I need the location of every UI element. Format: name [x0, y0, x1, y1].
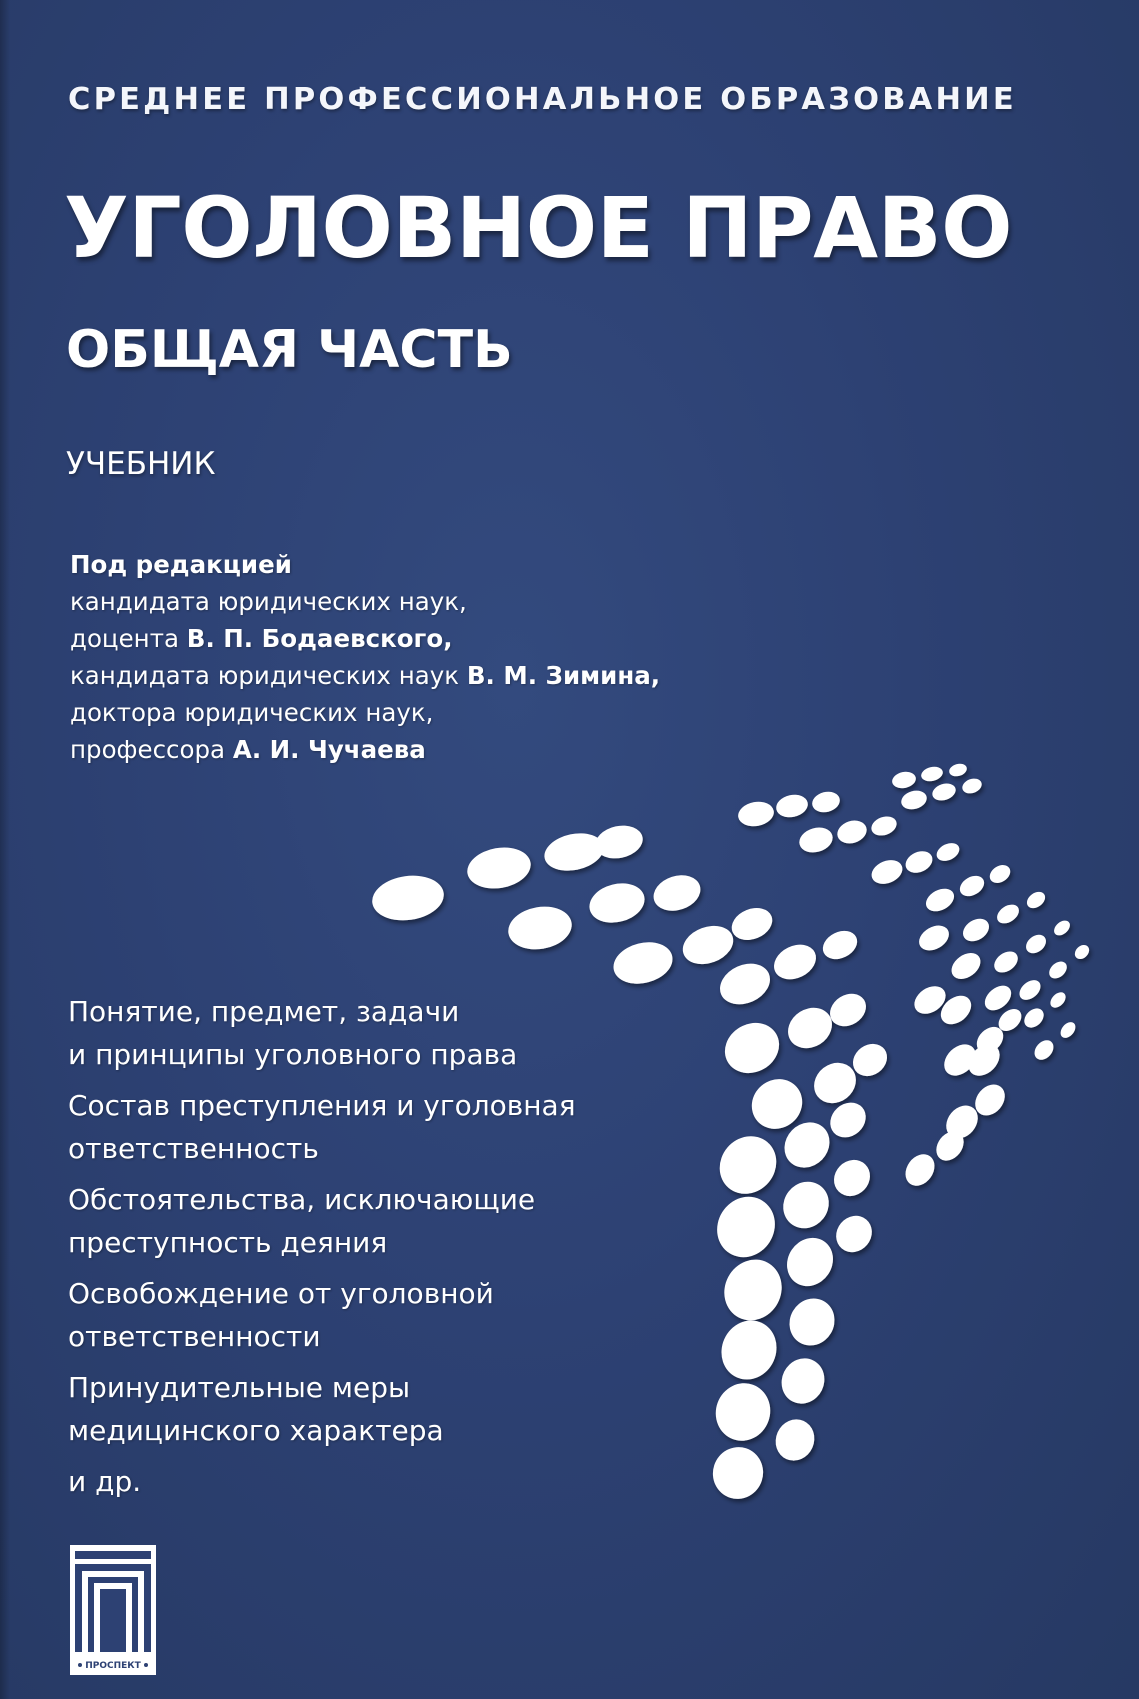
topic-item	[68, 1272, 576, 1358]
decorative-dot	[909, 981, 951, 1020]
decorative-dot	[1016, 976, 1045, 1004]
topic-line: ответственность	[68, 1132, 319, 1165]
editors-line: профессора А. И. Чучаева	[70, 735, 426, 764]
topic-line: медицинского характера	[68, 1414, 444, 1447]
decorative-dot	[972, 1022, 1009, 1059]
decorative-dot	[727, 902, 777, 946]
topic-line: Освобождение от уголовной	[68, 1277, 494, 1310]
decorative-dot	[585, 878, 649, 928]
editors-line: кандидата юридических наук В. М. Зимина,	[70, 661, 661, 690]
decorative-dot	[806, 1054, 864, 1111]
decorative-dot	[994, 901, 1023, 928]
decorative-dot	[708, 1376, 779, 1449]
decorative-dot	[736, 799, 776, 829]
decorative-dot	[778, 1229, 842, 1295]
decorative-dot	[1021, 1005, 1048, 1032]
decorative-dot	[1047, 989, 1068, 1010]
editor-name: А. И. Чучаева	[232, 735, 426, 764]
decorative-dot	[931, 1126, 970, 1166]
editors-line: кандидата юридических наук,	[70, 587, 467, 616]
series-label: СРЕДНЕЕ ПРОФЕССИОНАЛЬНОЕ ОБРАЗОВАНИЕ	[68, 82, 1017, 117]
decorative-dot	[960, 776, 984, 796]
topic-line: Состав преступления и уголовная	[68, 1089, 576, 1122]
decorative-dot	[774, 1351, 832, 1411]
decorative-dot	[986, 861, 1013, 886]
decorative-dot	[869, 813, 900, 839]
decorative-dot	[1024, 888, 1048, 911]
decorative-dot	[768, 938, 822, 986]
topic-item	[68, 1366, 576, 1452]
book-title: УГОЛОВНОЕ ПРАВО	[64, 179, 1013, 277]
topic-item	[68, 990, 576, 1076]
decorative-dot	[769, 1413, 821, 1467]
topic-line: ответственности	[68, 1320, 321, 1353]
decorative-dot	[1046, 958, 1070, 982]
topic-line: Понятие, предмет, задачи	[68, 995, 460, 1028]
decorative-dot	[847, 1037, 894, 1082]
decorative-dot	[938, 1038, 982, 1082]
topics-list	[68, 990, 576, 1511]
decorative-dot	[1051, 918, 1073, 939]
editor-name: В. М. Зимина,	[466, 661, 661, 690]
decorative-dot	[922, 884, 958, 916]
editors-heading: Под редакцией	[70, 550, 292, 579]
decorative-dot	[891, 770, 918, 791]
decorative-dot	[369, 871, 446, 925]
topic-line: Принудительные меры	[68, 1371, 411, 1404]
decorative-dot	[920, 765, 945, 784]
decorative-dot	[959, 914, 993, 946]
decorative-dot	[774, 1173, 838, 1238]
decorative-dot	[1022, 931, 1049, 957]
topic-item	[68, 1178, 576, 1264]
editors-block	[70, 546, 660, 768]
decorative-dot	[947, 948, 986, 985]
book-kind: УЧЕБНИК	[66, 446, 216, 482]
decorative-dot	[706, 1186, 786, 1268]
decorative-dot	[1072, 942, 1092, 962]
decorative-dot	[706, 1441, 770, 1506]
decorative-dot	[505, 902, 575, 954]
decorative-dot	[716, 1013, 788, 1083]
decorative-dot	[834, 817, 869, 847]
decorative-dot	[714, 1249, 793, 1330]
topic-item	[68, 1084, 576, 1170]
decorative-dot	[775, 1113, 839, 1177]
decorative-dot	[940, 1099, 985, 1145]
topic-item	[68, 1460, 576, 1503]
decorative-dot	[868, 856, 906, 888]
decorative-dot	[1031, 1036, 1058, 1063]
decorative-dot	[948, 762, 969, 778]
topic-line: и др.	[68, 1465, 142, 1498]
decorative-dot	[1058, 1019, 1079, 1041]
decorative-dot	[649, 869, 705, 916]
decorative-dot	[969, 1079, 1011, 1122]
decorative-dot	[781, 1290, 843, 1354]
decorative-dot	[796, 824, 835, 856]
decorative-dot	[774, 792, 810, 820]
decorative-dot	[592, 821, 646, 862]
decorative-dot	[824, 987, 872, 1033]
decorative-dot	[980, 981, 1016, 1016]
decorative-dot	[956, 872, 988, 901]
decorative-dot	[994, 1005, 1025, 1036]
decorative-dot	[708, 1125, 788, 1206]
decorative-dot	[780, 1000, 839, 1057]
topic-line: и принципы уголовного права	[68, 1038, 518, 1071]
editor-name: В. П. Бодаевского,	[186, 624, 453, 653]
decorative-dot	[677, 919, 738, 971]
decorative-dot	[990, 947, 1022, 977]
decorative-dot	[899, 1149, 940, 1192]
decorative-dot	[823, 1095, 873, 1144]
decorative-dot	[609, 936, 677, 989]
decorative-dot	[818, 925, 862, 964]
decorative-dot	[827, 1153, 878, 1204]
decorative-dot	[712, 1312, 786, 1389]
decorative-dot	[935, 990, 976, 1030]
editors-line: доктора юридических наук,	[70, 698, 434, 727]
decorative-dot	[464, 843, 534, 894]
decorative-dot	[810, 789, 842, 815]
topic-line: Обстоятельства, исключающие	[68, 1183, 536, 1216]
editors-line: доцента В. П. Бодаевского,	[70, 624, 453, 653]
decorative-dot	[899, 788, 929, 812]
publisher-logo	[70, 1545, 156, 1675]
decorative-dot	[915, 920, 954, 955]
decorative-dot	[714, 956, 777, 1012]
decorative-dot	[902, 847, 936, 877]
topic-line: преступность деяния	[68, 1226, 388, 1259]
publisher-name: ПРОСПЕКТ	[85, 1661, 141, 1671]
decorative-dot	[962, 1038, 1006, 1082]
decorative-dot	[742, 1069, 813, 1139]
book-subtitle: ОБЩАЯ ЧАСТЬ	[66, 320, 513, 380]
decorative-dot	[934, 840, 963, 865]
decorative-dot	[930, 781, 958, 804]
decorative-dot	[829, 1209, 879, 1260]
decorative-dot	[541, 828, 607, 876]
